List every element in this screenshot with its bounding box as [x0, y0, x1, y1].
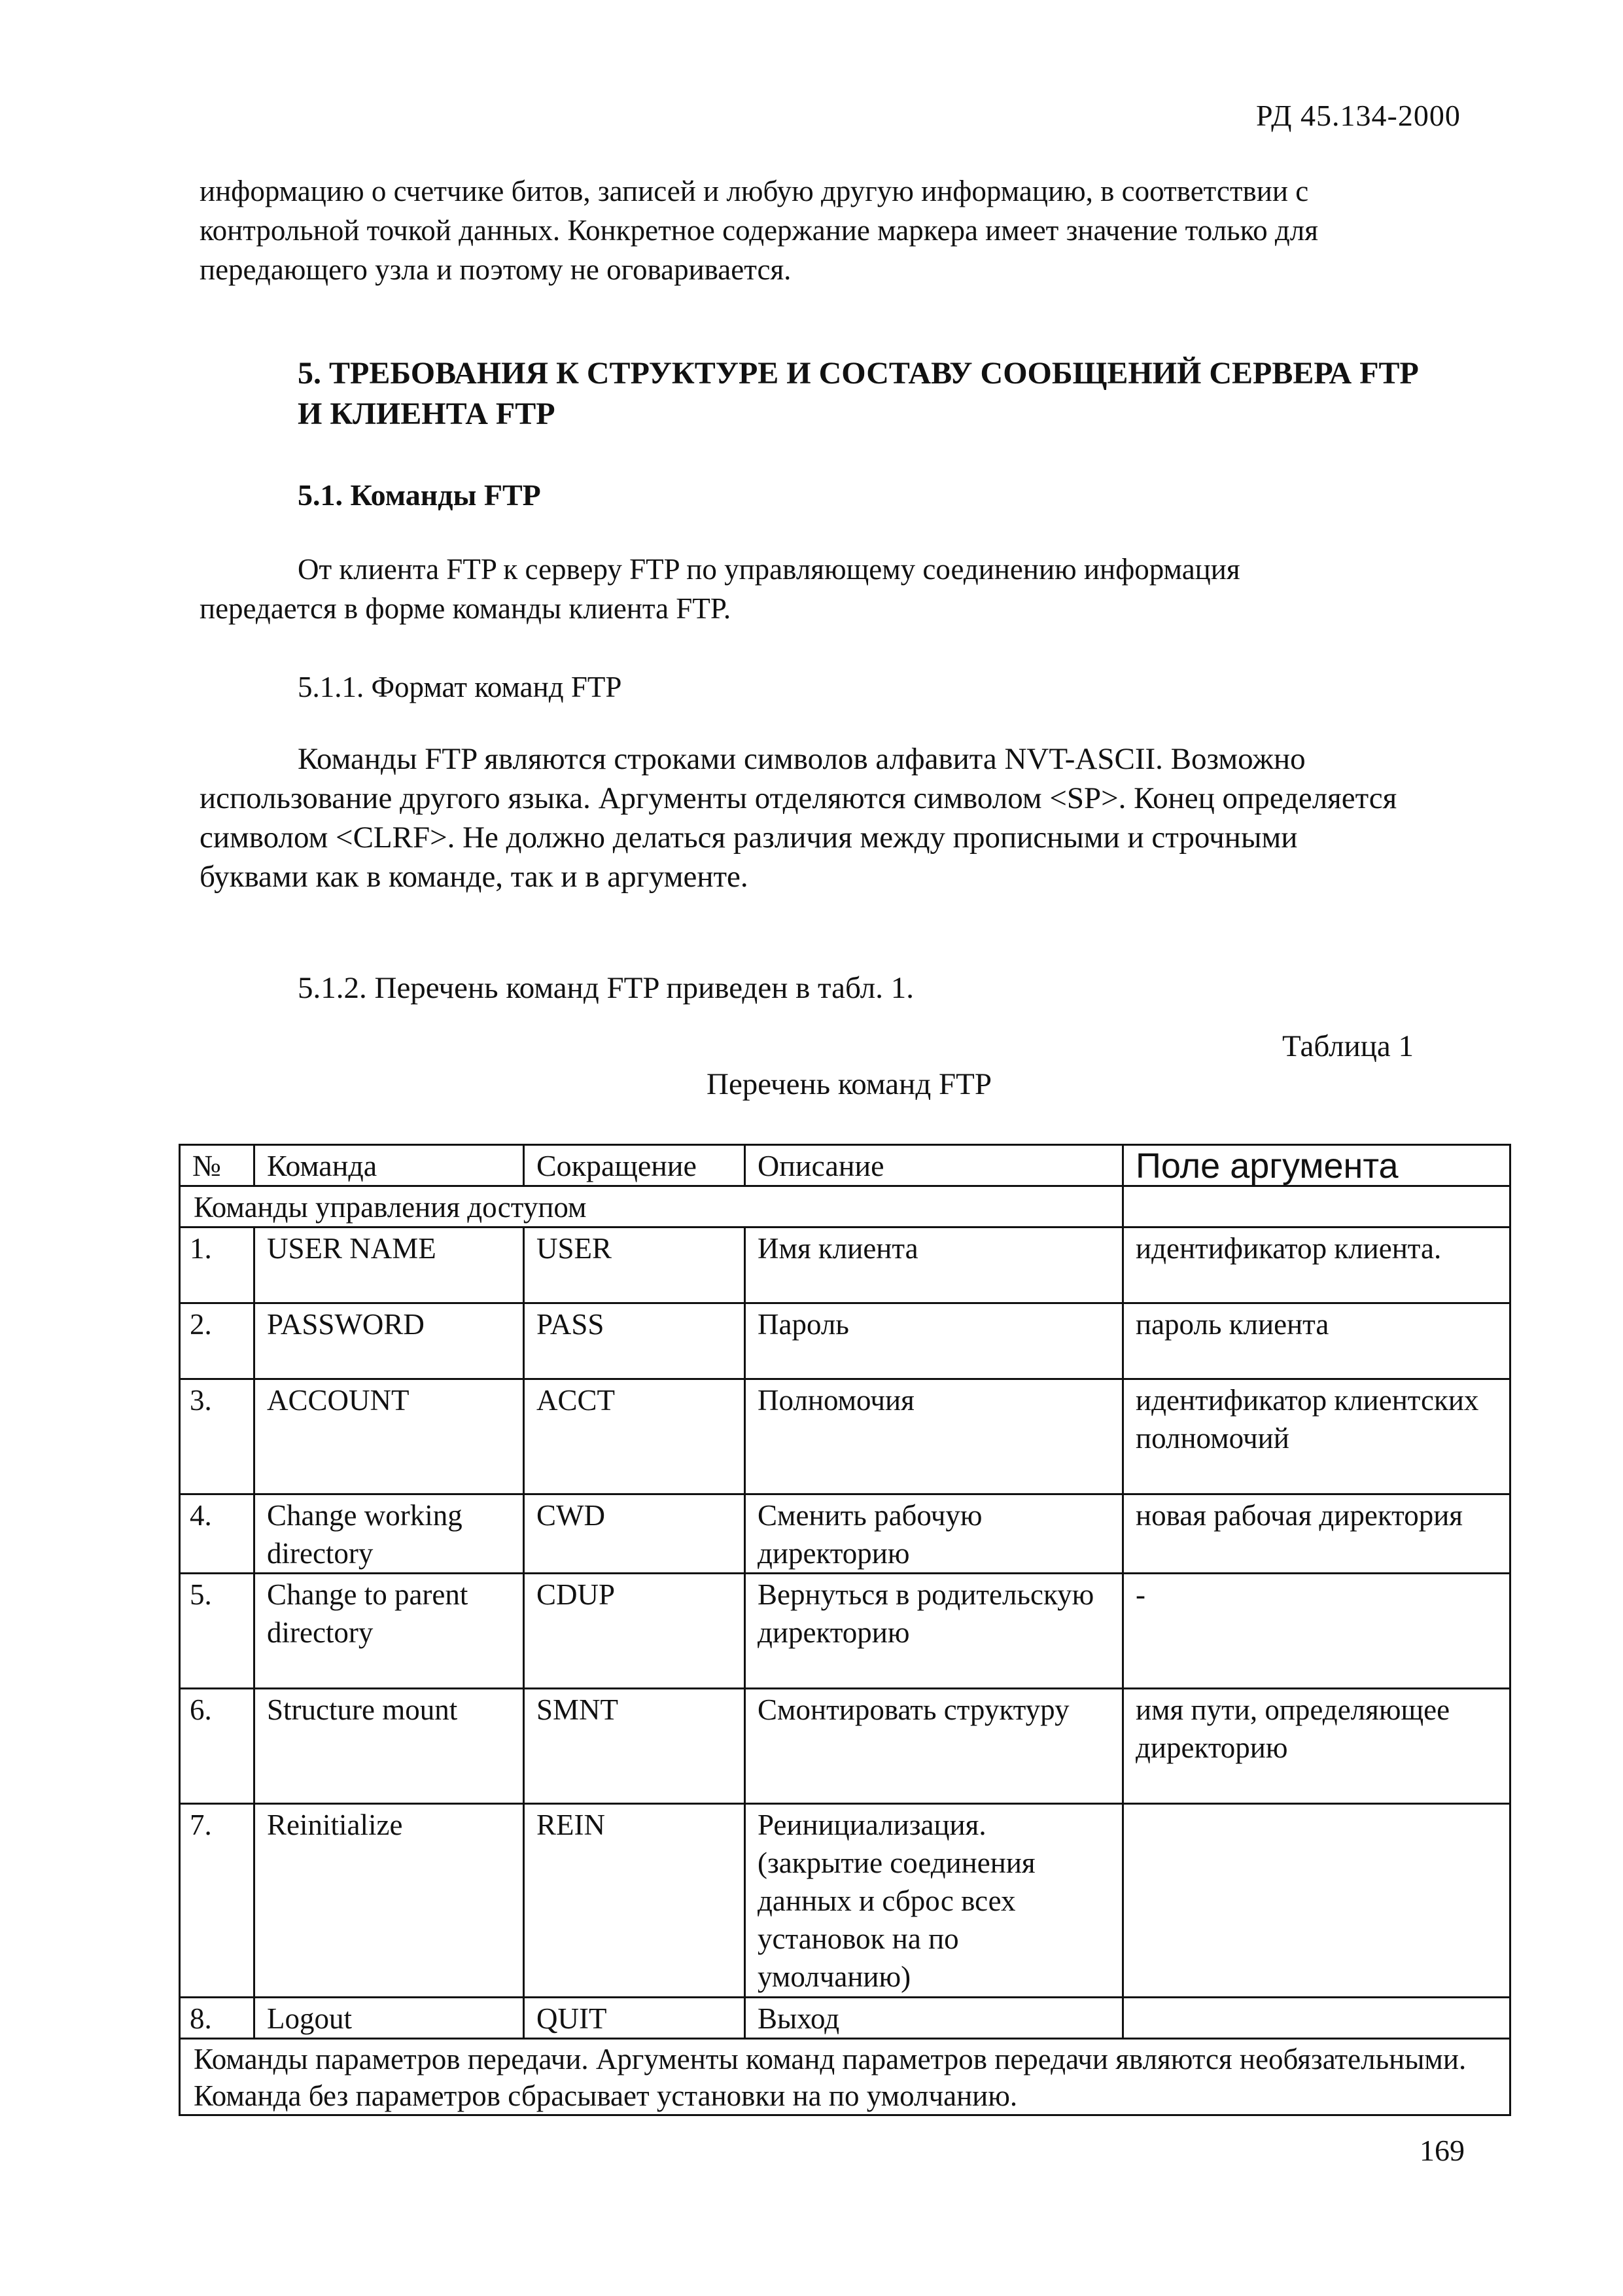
- cell-description: Имя клиента: [745, 1227, 1123, 1303]
- cell-argument: новая рабочая директория: [1123, 1494, 1510, 1574]
- cell-number: 1.: [180, 1227, 254, 1303]
- table-row: [180, 1379, 1510, 1494]
- text-line: информацию о счетчике битов, записей и любую другую информацию, в соответствии с: [200, 175, 1309, 207]
- cell-description: Полномочия: [745, 1379, 1123, 1494]
- text-line: использование другого языка. Аргументы отделяются символом <SP>. Конец определяется: [200, 781, 1397, 815]
- cell-command: Reinitialize: [254, 1804, 524, 1998]
- cell-description: Реинициализация. (закрытие соединения данных и сброс всех установок на по умолчанию): [745, 1804, 1123, 1998]
- table-row: [180, 1689, 1510, 1804]
- header-number: №: [180, 1145, 254, 1186]
- table-label: Таблица 1: [1282, 1029, 1414, 1063]
- subsection-heading: 5.1. Команды FTP: [298, 478, 541, 512]
- text-line: контрольной точкой данных. Конкретное содержание маркера имеет значение только для: [200, 214, 1318, 247]
- cell-number: 4.: [180, 1494, 254, 1574]
- cell-description: Пароль: [745, 1303, 1123, 1379]
- table-row: [180, 1227, 1510, 1303]
- cell-command: ACCOUNT: [254, 1379, 524, 1494]
- format-paragraph-rest: [200, 779, 1397, 896]
- format-title: 5.1.1. Формат команд FTP: [298, 671, 622, 703]
- continuation-paragraph: [200, 171, 1318, 289]
- heading-line: 5. ТРЕБОВАНИЯ К СТРУКТУРЕ И СОСТАВУ СООБЩЕНИЙ СЕРВЕРА FTP: [298, 356, 1419, 391]
- list-reference: 5.1.2. Перечень команд FTP приведен в табл. 1.: [298, 971, 914, 1005]
- group-row: [180, 1186, 1510, 1227]
- cell-argument: [1123, 1804, 1510, 1998]
- format-line-1: Команды FTP являются строками символов алфавита NVT-ASCII. Возможно: [298, 742, 1306, 776]
- table-row: [180, 1574, 1510, 1689]
- cell-argument: идентификатор клиентских полномочий: [1123, 1379, 1510, 1494]
- cell-number: 3.: [180, 1379, 254, 1494]
- header-argument: Поле аргумента: [1123, 1145, 1510, 1186]
- cell-number: 5.: [180, 1574, 254, 1689]
- table-header-row: [180, 1145, 1510, 1186]
- cell-argument: -: [1123, 1574, 1510, 1689]
- text-line: буквами как в команде, так и в аргументе.: [200, 860, 748, 894]
- cell-abbreviation: PASS: [524, 1303, 745, 1379]
- heading-line: И КЛИЕНТА FTP: [298, 397, 555, 431]
- cell-command: PASSWORD: [254, 1303, 524, 1379]
- cell-argument: [1123, 1998, 1510, 2039]
- page-number: 169: [1420, 2134, 1465, 2167]
- group-title: Команды управления доступом: [180, 1186, 1123, 1227]
- table-row: [180, 1494, 1510, 1574]
- cell-number: 7.: [180, 1804, 254, 1998]
- table-row: [180, 1303, 1510, 1379]
- table-title: Перечень команд FTP: [707, 1067, 992, 1101]
- cell-command: USER NAME: [254, 1227, 524, 1303]
- cell-description: Смонтировать структуру: [745, 1689, 1123, 1804]
- cell-command: Logout: [254, 1998, 524, 2039]
- commands-table: [179, 1144, 1511, 2116]
- cell-argument: идентификатор клиента.: [1123, 1227, 1510, 1303]
- cell-description: Выход: [745, 1998, 1123, 2039]
- section-heading: [298, 353, 1419, 434]
- cell-number: 6.: [180, 1689, 254, 1804]
- cell-description: Вернуться в родительскую директорию: [745, 1574, 1123, 1689]
- cell-abbreviation: CWD: [524, 1494, 745, 1574]
- cell-abbreviation: USER: [524, 1227, 745, 1303]
- cell-abbreviation: SMNT: [524, 1689, 745, 1804]
- cell-abbreviation: ACCT: [524, 1379, 745, 1494]
- cell-command: Change working directory: [254, 1494, 524, 1574]
- cell-command: Change to parent directory: [254, 1574, 524, 1689]
- intro-line-2: передается в форме команды клиента FTP.: [200, 592, 731, 625]
- group-title: Команды параметров передачи. Аргументы команд параметров передачи являются необязательными. Команда без параметров сбрасывает установки на по умолчанию.: [180, 2039, 1510, 2115]
- cell-abbreviation: REIN: [524, 1804, 745, 1998]
- header-abbreviation: Сокращение: [524, 1145, 745, 1186]
- cell-number: 2.: [180, 1303, 254, 1379]
- header-description: Описание: [745, 1145, 1123, 1186]
- table-row: [180, 1804, 1510, 1998]
- group-row: [180, 2039, 1510, 2115]
- cell-description: Сменить рабочую директорию: [745, 1494, 1123, 1574]
- cell-argument: имя пути, определяющее директорию: [1123, 1689, 1510, 1804]
- text-line: передающего узла и поэтому не оговаривается.: [200, 253, 792, 286]
- text-line: символом <CLRF>. Не должно делаться различия между прописными и строчными: [200, 821, 1298, 855]
- group-empty-cell: [1123, 1186, 1510, 1227]
- cell-command: Structure mount: [254, 1689, 524, 1804]
- intro-line-1: От клиента FTP к серверу FTP по управляющему соединению информация: [298, 553, 1240, 586]
- header-command: Команда: [254, 1145, 524, 1186]
- document-code: РД 45.134-2000: [1256, 99, 1461, 132]
- table-row: [180, 1998, 1510, 2039]
- cell-abbreviation: QUIT: [524, 1998, 745, 2039]
- cell-abbreviation: CDUP: [524, 1574, 745, 1689]
- cell-number: 8.: [180, 1998, 254, 2039]
- cell-argument: пароль клиента: [1123, 1303, 1510, 1379]
